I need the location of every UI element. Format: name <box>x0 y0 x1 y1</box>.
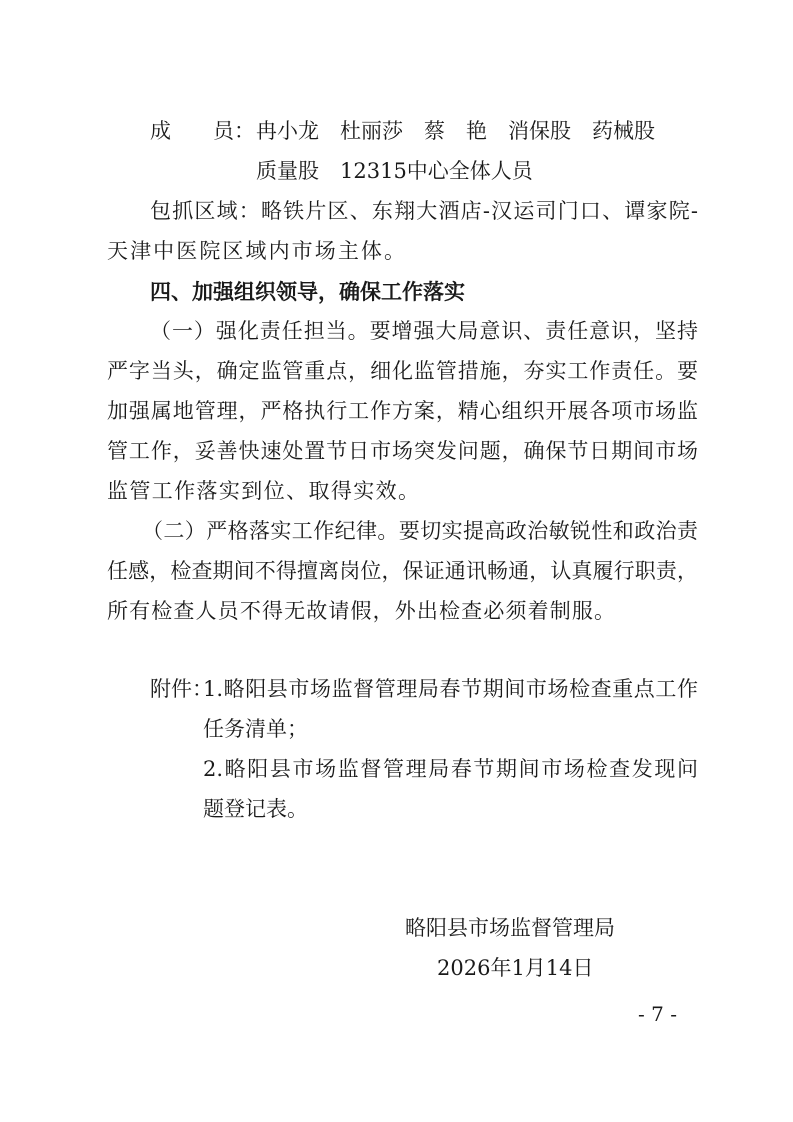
members-line-2: 质量股 12315中心全体人员 <box>256 159 533 183</box>
attachment-1-line-2: 任务清单； <box>203 717 308 741</box>
para2-line: 所有检查人员不得无故请假，外出检查必须着制服。 <box>107 599 615 623</box>
members-label: 成 员： <box>150 119 255 143</box>
area-line-1: 包抓区域：略铁片区、东翔大酒店-汉运司门口、谭家院- <box>150 199 698 223</box>
para2-line: （二）严格落实工作纪律。要切实提高政治敏锐性和政治责 <box>142 519 698 543</box>
area-line-2: 天津中医院区域内市场主体。 <box>107 239 405 263</box>
para2-line: 任感，检查期间不得擅离岗位，保证通讯畅通，认真履行职责， <box>107 559 698 583</box>
para1-line: 加强属地管理，严格执行工作方案，精心组织开展各项市场监 <box>107 399 698 423</box>
attachments-label: 附件： <box>150 677 213 701</box>
attachment-2-line-1: 2.略阳县市场监督管理局春节期间市场检查发现问 <box>203 757 698 781</box>
page-number: - 7 - <box>638 1002 677 1026</box>
members-line-1: 冉小龙 杜丽莎 蔡 艳 消保股 药械股 <box>256 119 655 143</box>
signature-org: 略阳县市场监督管理局 <box>405 916 615 940</box>
para1-line: 管工作，妥善快速处置节日市场突发问题，确保节日期间市场 <box>107 439 698 463</box>
para1-line: （一）强化责任担当。要增强大局意识、责任意识，坚持 <box>150 319 698 343</box>
section-heading: 四、加强组织领导，确保工作落实 <box>150 280 465 304</box>
attachment-1-line-1: 1.略阳县市场监督管理局春节期间市场检查重点工作 <box>203 677 698 701</box>
attachment-2-line-2: 题登记表。 <box>203 797 308 821</box>
para1-line: 监管工作落实到位、取得实效。 <box>107 479 419 503</box>
signature-date: 2026年1月14日 <box>437 956 594 980</box>
para1-line: 严字当头，确定监管重点，细化监管措施，夯实工作责任。要 <box>107 359 698 383</box>
